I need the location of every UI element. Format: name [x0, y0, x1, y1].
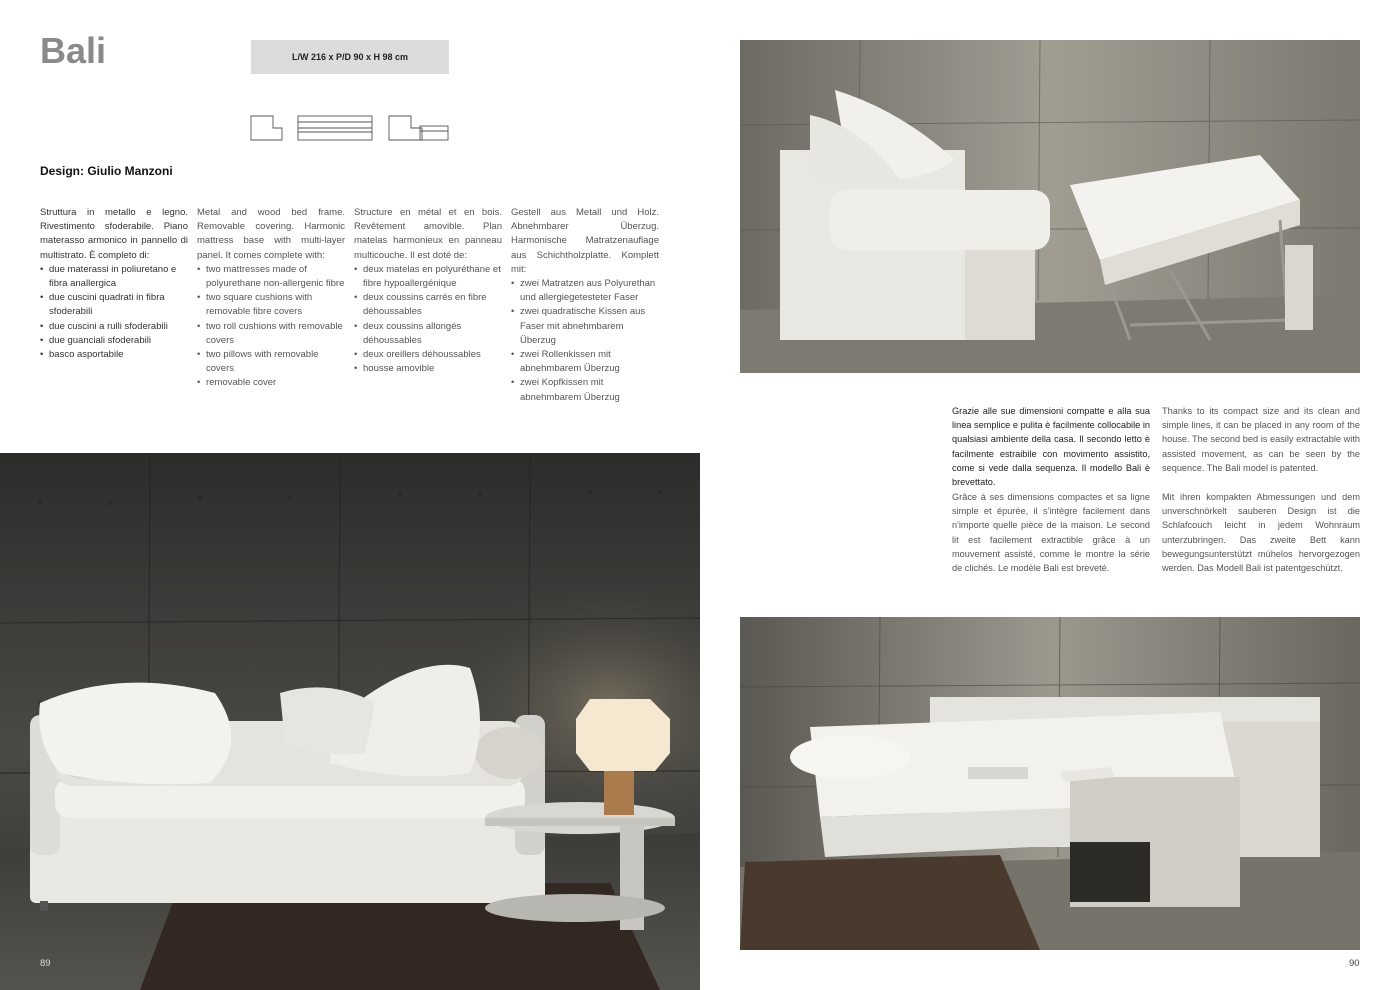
description-italian: Grazie alle sue dimensioni compatte e alla sua linea semplice e pulita è facilmente collocabile in qualsiasi ambiente della casa. Il secondo letto è facilmente estraibile con movimento assistito, come si vede dalla sequenza. Il modello Bali è brevettato.	[952, 406, 1150, 488]
description-english: Thanks to its compact size and its clean and simple lines, it can be placed in any room of the house. The second bed is easily extractable with assisted movement, as can be seen by the sequence. The Bali model is patented.	[1162, 406, 1360, 473]
spec-intro: Gestell aus Metall und Holz. Abnehmbarer Überzug. Harmonische Matratzenauflage aus Schichtholzplatte. Komplett mit:	[511, 207, 659, 275]
spec-list	[197, 263, 345, 391]
list-item: • due cuscini a rulli sfoderabili	[40, 320, 188, 334]
list-item: • two square cushions with removable fibre covers	[197, 291, 345, 319]
spec-list	[40, 263, 188, 362]
page-number-right: 90	[1349, 958, 1360, 969]
sofa-side-icon	[251, 116, 282, 140]
description-german: Mit ihren kompakten Abmessungen und dem unverschnörkelt sauberen Design ist die Schlafcouch leicht in jedem Wohnraum unterzubringen. Das zweite Bett kann bewegungsunterstützt mühelos hervorgezogen werden. Das Modell Bali ist patentgeschützt.	[1162, 492, 1360, 574]
list-item: • zwei Matratzen aus Polyurethan und allergiegetesteter Faser	[511, 277, 659, 305]
spec-list	[511, 277, 659, 405]
list-item: • removable cover	[197, 376, 345, 390]
description-french: Grâce à ses dimensions compactes et sa ligne simple et épurée, il s'intègre facilement dans n'importe quelle pièce de la maison. Le second lit est facilement extractible grâce à un mouvement assisté, comme le montre la série de clichés. Le modèle Bali est breveté.	[952, 492, 1150, 574]
product-title: Bali	[40, 30, 107, 71]
spec-list	[354, 263, 502, 377]
spec-column-german	[511, 206, 659, 405]
list-item: • deux matelas en polyuréthane et fibre hypoallergénique	[354, 263, 502, 291]
spec-intro: Struttura in metallo e legno. Rivestimento sfoderabile. Piano materasso armonico in pannello di multistrato. È completo di:	[40, 207, 188, 261]
sofa-living-room-photo	[0, 453, 700, 990]
sofa-front-icon	[298, 116, 372, 140]
list-item: • two mattresses made of polyurethane non-allergenic fibre	[197, 263, 345, 291]
open-bed-photo	[740, 617, 1360, 950]
list-item: • deux coussins carrés en fibre déhoussables	[354, 291, 502, 319]
dimensions-box: L/W 216 x P/D 90 x H 98 cm	[251, 40, 449, 74]
spec-intro: Structure en métal et en bois. Revêtement amovible. Plan matelas harmonieux en panneau multicouche. Il est doté de:	[354, 207, 502, 261]
designer-credit: Design: Giulio Manzoni	[40, 164, 173, 178]
sofa-configuration-icons	[250, 114, 450, 142]
spec-intro: Metal and wood bed frame. Removable covering. Harmonic mattress base with multi-layer panel. It comes complete with:	[197, 207, 345, 261]
spec-column-english	[197, 206, 345, 391]
list-item: • housse amovible	[354, 362, 502, 376]
list-item: • due guanciali sfoderabili	[40, 334, 188, 348]
list-item: • due materassi in poliuretano e fibra anallergica	[40, 263, 188, 291]
list-item: • deux oreillers déhoussables	[354, 348, 502, 362]
list-item: • deux coussins allongés déhoussables	[354, 320, 502, 348]
list-item: • zwei Kopfkissen mit abnehmbarem Überzug	[511, 376, 659, 404]
list-item: • zwei quadratische Kissen aus Faser mit abnehmbarem Überzug	[511, 305, 659, 348]
list-item: • due cuscini quadrati in fibra sfoderabili	[40, 291, 188, 319]
list-item: • two roll cushions with removable covers	[197, 320, 345, 348]
spec-column-french	[354, 206, 502, 376]
page-number-left: 89	[40, 958, 51, 969]
sofa-bed-mechanism-photo	[740, 40, 1360, 373]
list-item: • two pillows with removable covers	[197, 348, 345, 376]
list-item: • zwei Rollenkissen mit abnehmbarem Überzug	[511, 348, 659, 376]
list-item: • basco asportabile	[40, 348, 188, 362]
spec-column-italian	[40, 206, 188, 362]
sofa-bed-extended-icon	[389, 116, 448, 140]
